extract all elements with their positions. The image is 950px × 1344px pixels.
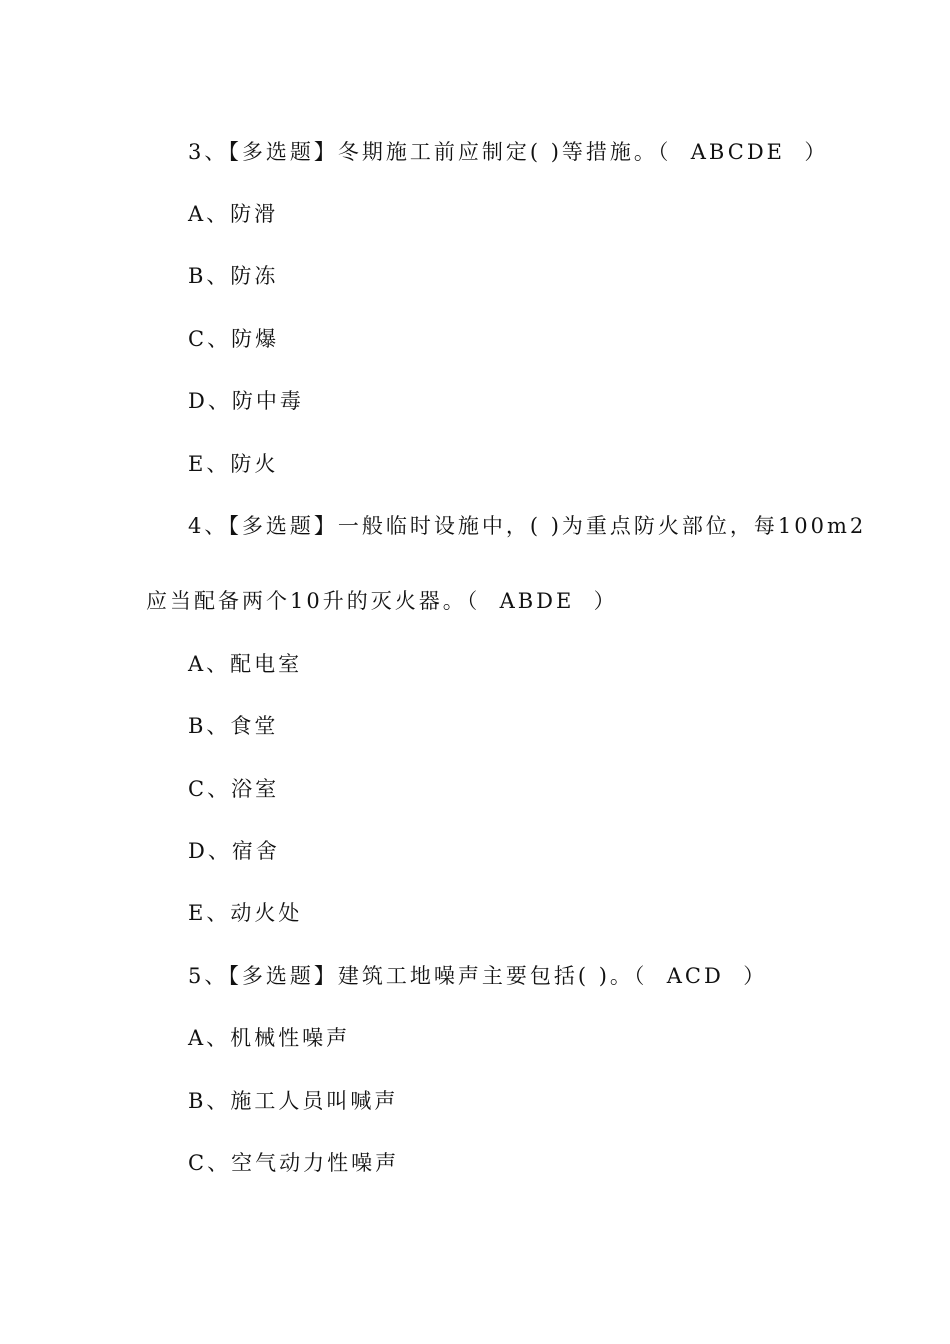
question-stem-continuation: 应当配备两个10升的灭火器。（ ABDE ）	[146, 589, 618, 613]
option-c: C、空气动力性噪声	[188, 1151, 400, 1175]
option-c: C、防爆	[188, 327, 280, 351]
option-d: D、宿舍	[188, 839, 280, 863]
option-e: E、动火处	[188, 901, 303, 925]
question-stem: 3、【多选题】冬期施工前应制定( )等措施。（ ABCDE ）	[188, 140, 829, 164]
option-a: A、配电室	[188, 652, 303, 676]
option-a: A、防滑	[188, 202, 279, 226]
question-stem: 5、【多选题】建筑工地噪声主要包括( )。（ ACD ）	[188, 964, 768, 988]
option-b: B、施工人员叫喊声	[188, 1089, 399, 1113]
option-e: E、防火	[188, 452, 279, 476]
option-b: B、食堂	[188, 714, 279, 738]
option-b: B、防冻	[188, 264, 279, 288]
question-stem: 4、【多选题】一般临时设施中，( )为重点防火部位，每100m2	[188, 514, 867, 538]
option-a: A、机械性噪声	[188, 1026, 351, 1050]
option-c: C、浴室	[188, 777, 280, 801]
option-d: D、防中毒	[188, 389, 304, 413]
